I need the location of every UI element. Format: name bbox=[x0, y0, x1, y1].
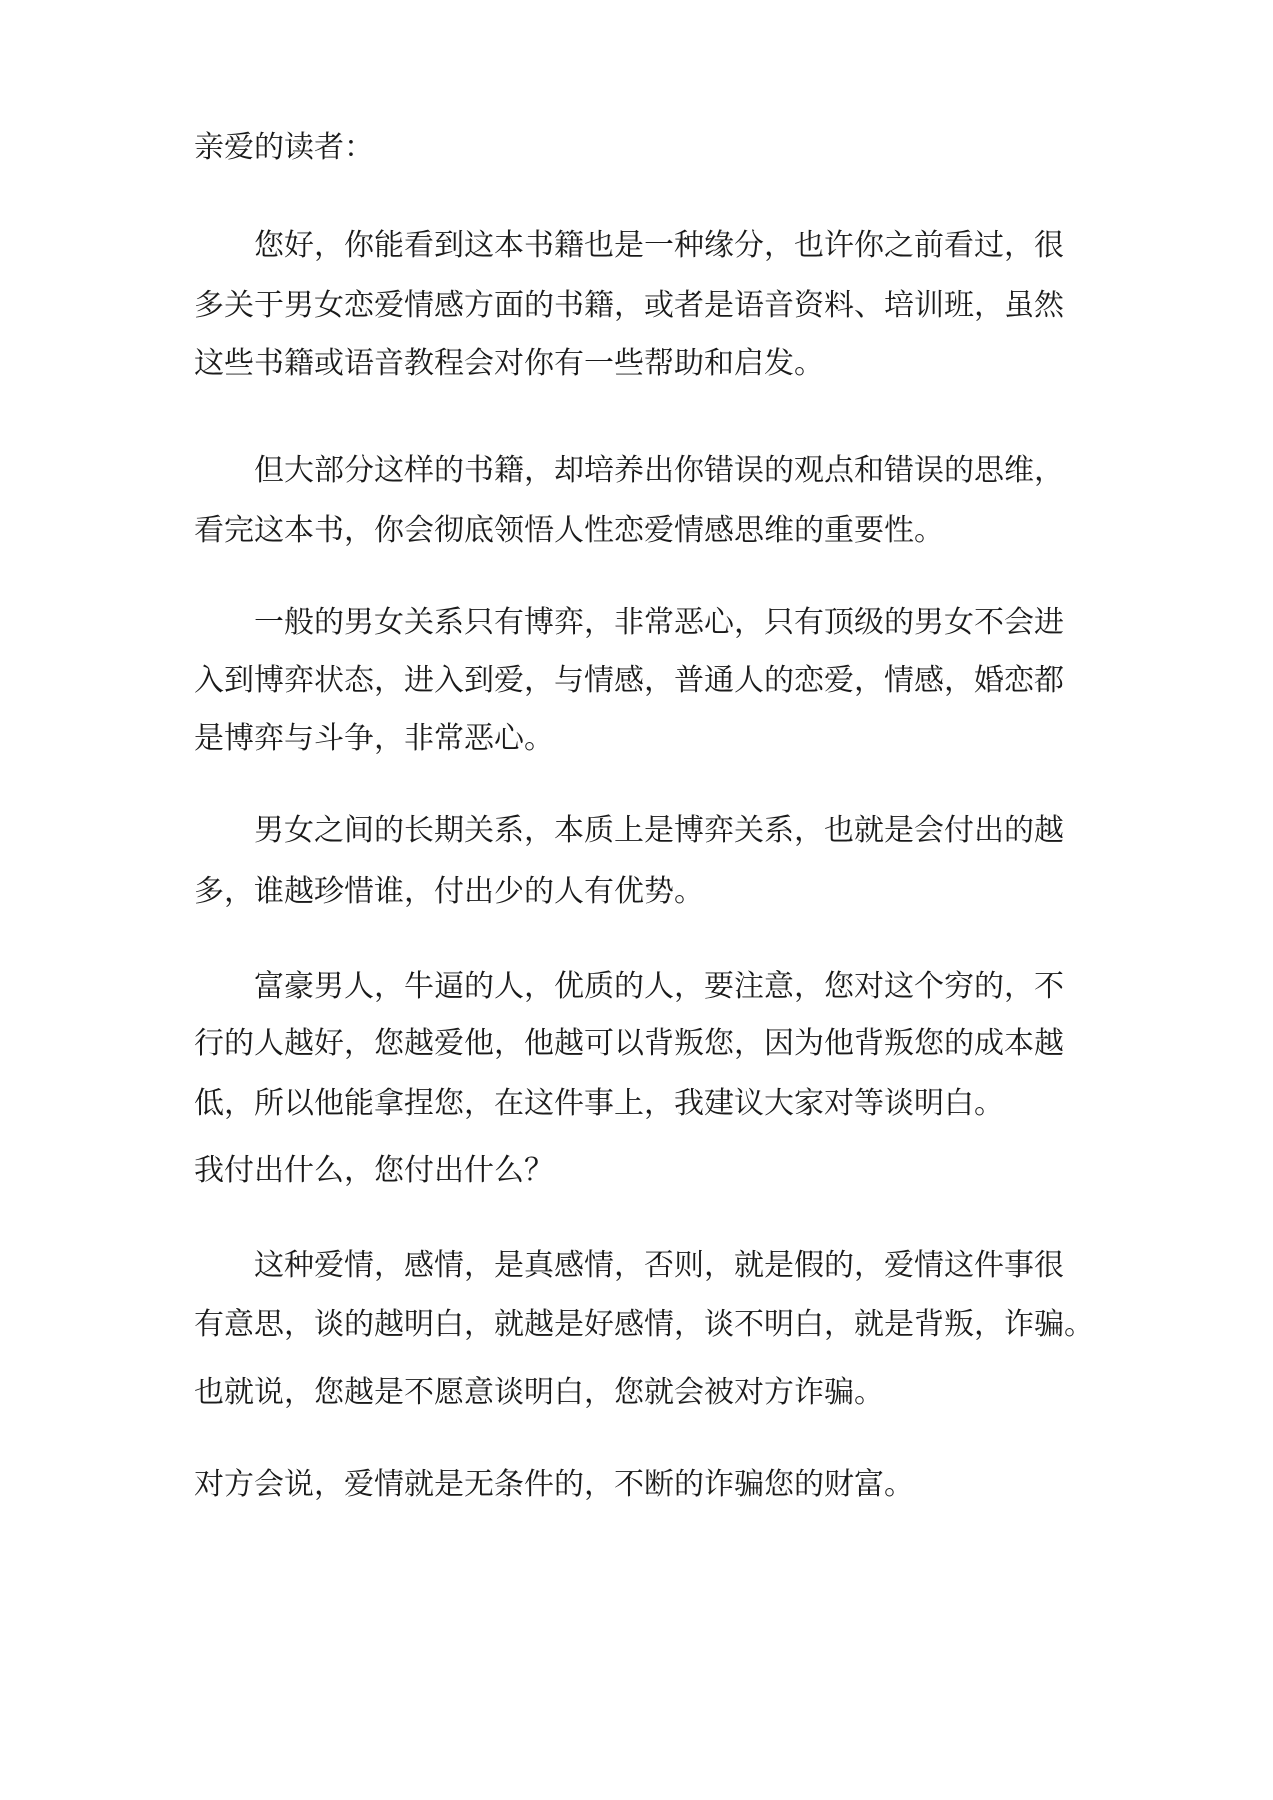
paragraph-line: 多，谁越珍惜谁，付出少的人有优势。 bbox=[194, 874, 704, 909]
salutation: 亲爱的读者： bbox=[194, 130, 374, 165]
paragraph-line: 对方会说，爱情就是无条件的，不断的诈骗您的财富。 bbox=[194, 1467, 914, 1502]
paragraph-line: 我付出什么，您付出什么？ bbox=[194, 1153, 554, 1188]
paragraph-line: 低，所以他能拿捏您，在这件事上，我建议大家对等谈明白。 bbox=[194, 1086, 1004, 1121]
paragraph-line: 是博弈与斗争，非常恶心。 bbox=[194, 721, 554, 756]
paragraph-line: 入到博弈状态，进入到爱，与情感，普通人的恋爱，情感，婚恋都 bbox=[194, 663, 1064, 698]
paragraph-line: 男女之间的长期关系，本质上是博弈关系，也就是会付出的越 bbox=[254, 813, 1064, 848]
paragraph-line: 您好，你能看到这本书籍也是一种缘分，也许你之前看过，很 bbox=[254, 228, 1064, 263]
paragraph-line: 这些书籍或语音教程会对你有一些帮助和启发。 bbox=[194, 346, 824, 381]
paragraph-line: 行的人越好，您越爱他，他越可以背叛您，因为他背叛您的成本越 bbox=[194, 1026, 1064, 1061]
paragraph-line: 但大部分这样的书籍，却培养出你错误的观点和错误的思维， bbox=[254, 453, 1064, 488]
paragraph-line: 多关于男女恋爱情感方面的书籍，或者是语音资料、培训班，虽然 bbox=[194, 288, 1064, 323]
paragraph-line: 看完这本书，你会彻底领悟人性恋爱情感思维的重要性。 bbox=[194, 513, 944, 548]
paragraph-line: 一般的男女关系只有博弈，非常恶心，只有顶级的男女不会进 bbox=[254, 605, 1064, 640]
paragraph-line: 有意思，谈的越明白，就越是好感情，谈不明白，就是背叛，诈骗。 bbox=[194, 1307, 1094, 1342]
paragraph-line: 这种爱情，感情，是真感情，否则，就是假的，爱情这件事很 bbox=[254, 1248, 1064, 1283]
paragraph-line: 也就说，您越是不愿意谈明白，您就会被对方诈骗。 bbox=[194, 1375, 884, 1410]
paragraph-line: 富豪男人，牛逼的人，优质的人，要注意，您对这个穷的，不 bbox=[254, 969, 1064, 1004]
